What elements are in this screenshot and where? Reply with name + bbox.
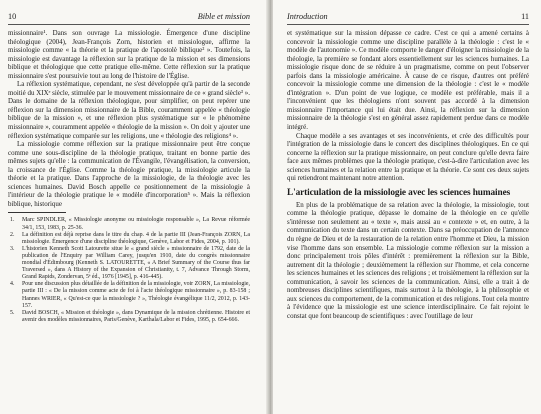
footnote-separator: [8, 212, 66, 213]
footnote-text: David BOSCH, « Mission et théologie », dans Dynamique de la mission chrétienne. Histoire et avenir des modèles missionnaires, Paris/Genève, Karthala/Labor et Fides, 1995, p. 654-666.: [22, 309, 250, 323]
running-title: Bible et mission: [197, 12, 250, 21]
footnote: [8, 281, 250, 309]
left-page: [0, 0, 268, 414]
page-number: 10: [8, 12, 17, 21]
footnote-text: L'historien Kenneth Scott Latourette situe le « grand siècle » missionnaire de 1792, date de la publication de l'Enquiry par William Carey, jusqu'en 1910, date du congrès missionnaire mondial d'Édimbourg (Kenneth S. LATOURETTE, « A Brief Summary of the Course thus far Traversed », dans A History of the Expansion of Christianity, t. 7, Advance Through Storm, Grand Rapids, Zondervan, 5ᵉ éd., 1976 [1945], p. 416-445).: [22, 245, 250, 281]
footnote-number: 3.: [10, 245, 15, 252]
right-body: [287, 29, 529, 321]
footnote-number: 5.: [10, 309, 15, 316]
paragraph: Chaque modèle a ses avantages et ses inconvénients, et crée des difficultés pour l'intégration de la missiologie dans le concert des disciplines théologiques. En ce qui concerne la réflexion sur la pratique missionnaire, on peut conclure qu'elle devra faire face aux mêmes problèmes que la théologie pratique, c'est-à-dire l'articulation avec les sciences humaines et la relation entre la pratique et la théorie. Ce sont ces deux sujets qui retiendront maintenant notre attention.: [287, 131, 529, 183]
footnotes: [8, 217, 250, 323]
paragraph: et systématique sur la mission dépasse ce cadre. C'est ce qui a amené certains à concevoir la missiologie comme une discipline parallèle à la théologie : c'est le « modèle de l'autonomie ». Ce modèle comporte le danger d'éloigner la missiologie de la théologie, la première se fondant alors essentiellement sur les sciences humaines. La missiologie risque donc de se réduire à un pragmatisme, comme on peut l'observer parfois dans la missiologie américaine. À cause de ce risque, d'autres ont préféré concevoir la missiologie comme une dimension de la théologie : c'est le « modèle d'intégration ». D'un point de vue logique, ce modèle est préférable, mais il a l'inconvénient que les théologiens n'ont souvent pas accordé à la dimension missionnaire l'importance qui lui était due. Ainsi, la réflexion sur la dimension missionnaire de la théologie s'est en général assez rapidement perdue dans ce modèle intégré.: [287, 29, 529, 132]
footnote-number: 4.: [10, 281, 15, 288]
footnote-text: Marc SPINDLER, « Missiologie anonyme ou missiologie responsable », La Revue réformée 34/1, 153, 1983, p. 25-36.: [22, 217, 250, 231]
section-heading: L'articulation de la missiologie avec les sciences humaines: [287, 187, 511, 198]
footnote-number: 2.: [10, 231, 15, 238]
footnote-text: La définition est déjà reprise dans le titre du chap. 4 de la partie III (Jean-François ZORN, La missiologie. Émergence d'une discipline théologique, Genève, Labor et Fides, 2004, p. 101).: [22, 231, 250, 245]
right-running-head: [287, 11, 529, 25]
footnote-text: Pour une discussion plus détaillée de la définition de la missiologie, voir ZORN, La missiologie, partie III : « De la mission comme acte de foi à l'acte théologique missionnaire », p. 83-158 ; Hannes WRIER, « Qu'est-ce que la missiologie ? », Théologie évangélique 11/2, 2012, p. 143-157.: [22, 281, 250, 309]
paragraph: La réflexion systématique, cependant, ne s'est développée qu'à partir de la seconde moitié du XIXᵉ siècle, stimulée par le mouvement missionnaire de ce « grand siècle³ ». Dans le domaine de la réflexion théologique, pour simplifier, on peut repérer une réflexion sur la dimension missionnaire de la Bible, couramment appelée « théologie biblique de la mission », et une réflexion plus systématique sur « le phénomène missionnaire », couramment appelée « théologie de la mission ». On doit y ajouter une réflexion systématique comparée sur les religions, une « théologie des religions⁴ ».: [8, 80, 250, 140]
paragraph: missionnaire¹. Dans son ouvrage La missiologie. Émergence d'une discipline théologique (2004), Jean-François Zorn, historien et missiologue, affirme la missiologie comme « la théorie et la pratique de l'apostolè biblique² ». Toutefois, la missiologie est davantage la réflexion sur la pratique de la mission et ses dimensions biblique et théologique que cette pratique elle-même. Cette réflexion sur la pratique missionnaire s'est poursuivie tout au long de l'histoire de l'Église.: [8, 29, 250, 80]
footnote: [8, 246, 250, 281]
footnote-number: 1.: [10, 217, 15, 224]
paragraph: En plus de la problématique de sa relation avec la théologie, la missiologie, tout comme la théologie pratique, dépasse le domaine de la théologie en ce qu'elle s'intéresse non seulement au « texte », mais aussi au « contexte » et, en outre, à la communication du texte dans un certain contexte. Dans sa préoccupation de l'annonce du règne de Dieu et de la restauration de la relation entre l'homme et Dieu, la mission vise l'homme dans son ensemble. La missiologie comme réflexion sur la mission a donc principalement trois pôles d'intérêt : premièrement la réflexion sur la Bible, autrement dit la théologie ; deuxièmement la réflexion sur l'homme, et cela concerne les sciences humaines et les sciences des religions ; et troisièmement la réflexion sur la communication, à savoir les sciences de la communication. Ainsi, elle a trait à de nombreuses disciplines scientifiques, mais surtout à la théologie, à la philosophie et aux sciences du comportement, de la communication et des religions. Tout cela montre à l'évidence que la missiologie est une science interdisciplinaire. Ce fait rejoint le constat que font beaucoup de scientifiques : avec l'outillage de leur: [287, 200, 529, 320]
right-page: [273, 0, 541, 414]
footnote: [8, 310, 250, 324]
running-title: Introduction: [287, 12, 328, 21]
left-running-head: [8, 11, 250, 25]
footnote: [8, 232, 250, 246]
footnote: [8, 217, 250, 231]
paragraph: La missiologie comme réflexion sur la pratique missionnaire peut être conçue comme une sous-discipline de la théologie pratique, traitant en bonne partie des mêmes sujets qu'elle : la communication de l'Évangile, l'évangélisation, la conversion, la croissance de l'Église. Comme la théologie pratique, la missiologie articule la théorie et la pratique. Dans l'approche de la missiologie, de la théologie avec les sciences humaines. David Bosch appelle ce positionnement de la missiologie à l'intérieur de la théologie pratique le « modèle d'incorporation⁵ ». Mais la réflexion biblique, historique: [8, 140, 250, 208]
left-body: [8, 29, 250, 324]
page-number: 11: [521, 12, 529, 21]
